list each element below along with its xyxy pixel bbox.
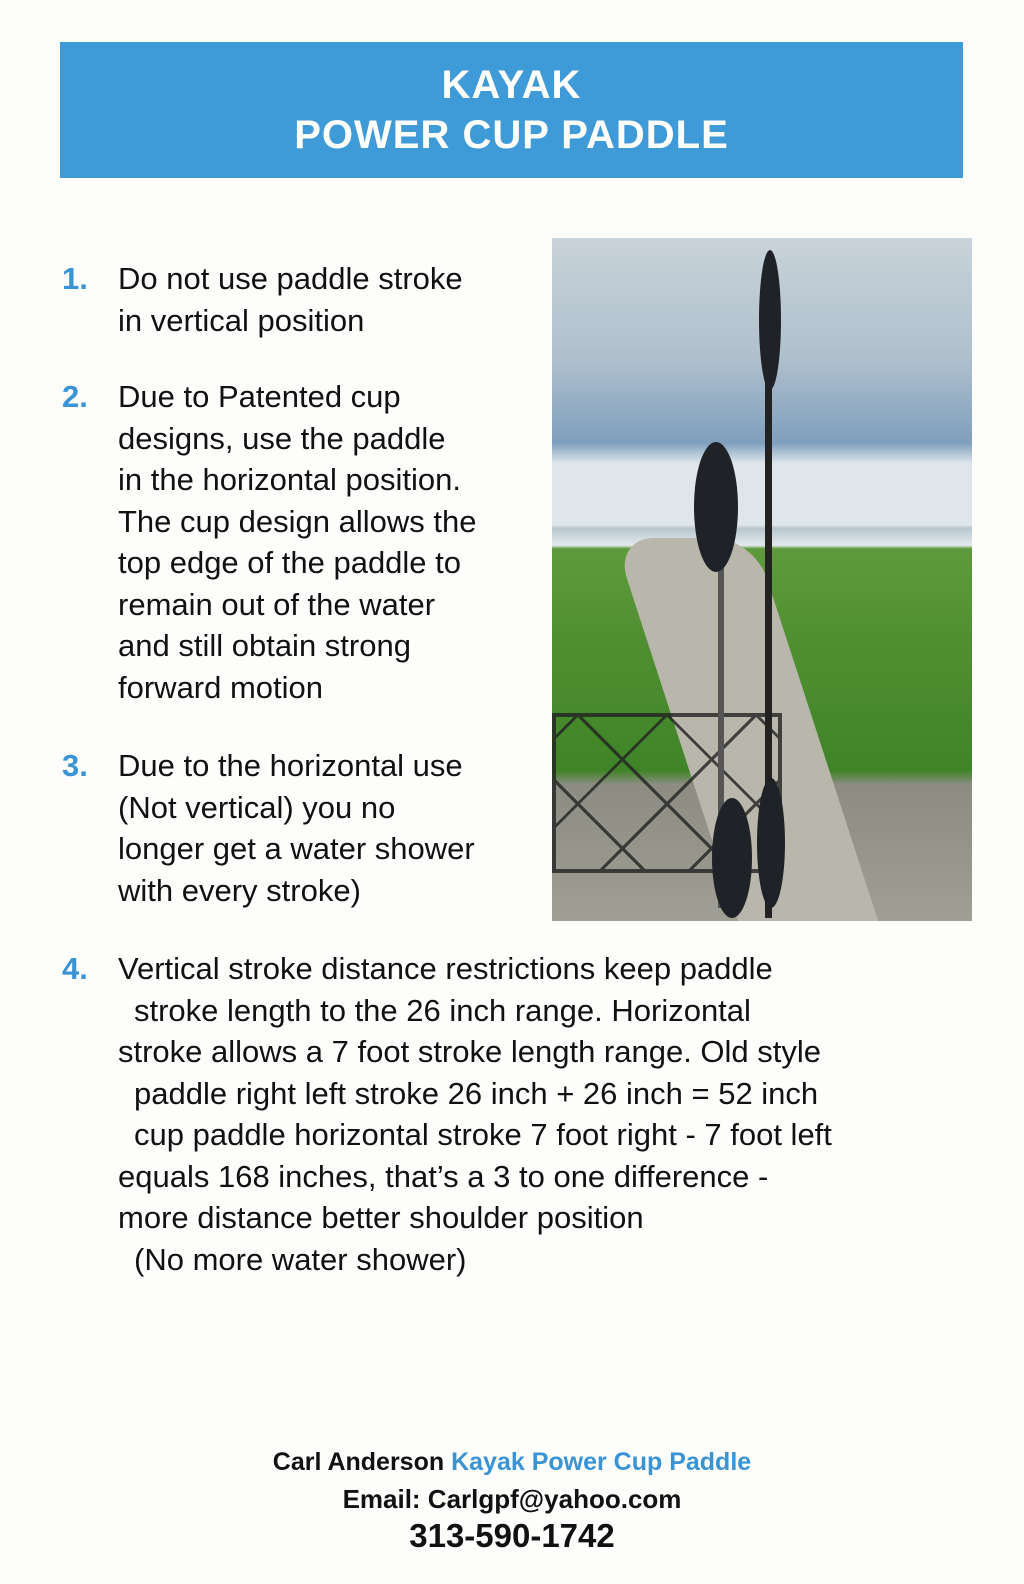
title-line-1: KAYAK (441, 63, 582, 107)
author-name: Carl Anderson (272, 1448, 445, 1476)
item-line: stroke allows a 7 foot stroke length range. Old style (118, 1034, 822, 1069)
item-line: (No more water shower) (134, 1241, 467, 1277)
item-line: Due to the horizontal use (118, 748, 463, 783)
item-line: Vertical stroke distance restrictions keep paddle (118, 951, 773, 986)
long-paddle-blade-top (759, 250, 781, 390)
item-line: and still obtain strong (118, 628, 411, 663)
item-line: in the horizontal position. (118, 462, 461, 497)
list-item-2 (62, 376, 476, 708)
item-line: remain out of the water (118, 586, 436, 622)
item-line: Due to Patented cup (118, 379, 401, 414)
item-line: paddle right left stroke 26 inch + 26 inch = 52 inch (134, 1075, 819, 1111)
list-item-1 (62, 258, 463, 341)
short-paddle-blade-bottom (712, 798, 752, 918)
item-line: in vertical position (118, 302, 365, 338)
item-line: more distance better shoulder position (118, 1200, 644, 1235)
item-line: forward motion (118, 669, 324, 705)
list-item-3 (62, 745, 475, 911)
title-banner (60, 42, 963, 178)
item-line: equals 168 inches, that’s a 3 to one difference - (118, 1158, 769, 1194)
short-paddle-blade-top (694, 442, 738, 572)
item-line: with every stroke) (118, 872, 361, 908)
item-number: 3. (62, 748, 88, 783)
item-line: top edge of the paddle to (118, 545, 462, 580)
item-line: stroke length to the 26 inch range. Horizontal (134, 992, 751, 1028)
item-line: (Not vertical) you no (118, 789, 396, 825)
item-line: longer get a water shower (118, 831, 475, 866)
item-line: Do not use paddle stroke (118, 261, 463, 296)
footer-name-line (0, 1448, 1024, 1477)
item-line: The cup design allows the (118, 503, 477, 539)
long-paddle-blade-bottom (757, 778, 785, 908)
paddle-photo (552, 238, 972, 921)
item-number: 2. (62, 379, 88, 414)
list-item-4 (62, 948, 832, 1280)
item-number: 1. (62, 261, 88, 296)
footer-phone: 313-590-1742 (409, 1517, 615, 1554)
brand-name: Kayak Power Cup Paddle (451, 1448, 752, 1476)
title-line-2: POWER CUP PADDLE (294, 113, 729, 157)
item-line: cup paddle horizontal stroke 7 foot right - 7 foot left (134, 1117, 832, 1152)
footer-email: Email: Carlgpf@yahoo.com (342, 1484, 682, 1514)
item-number: 4. (62, 951, 88, 986)
item-line: designs, use the paddle (118, 420, 446, 456)
